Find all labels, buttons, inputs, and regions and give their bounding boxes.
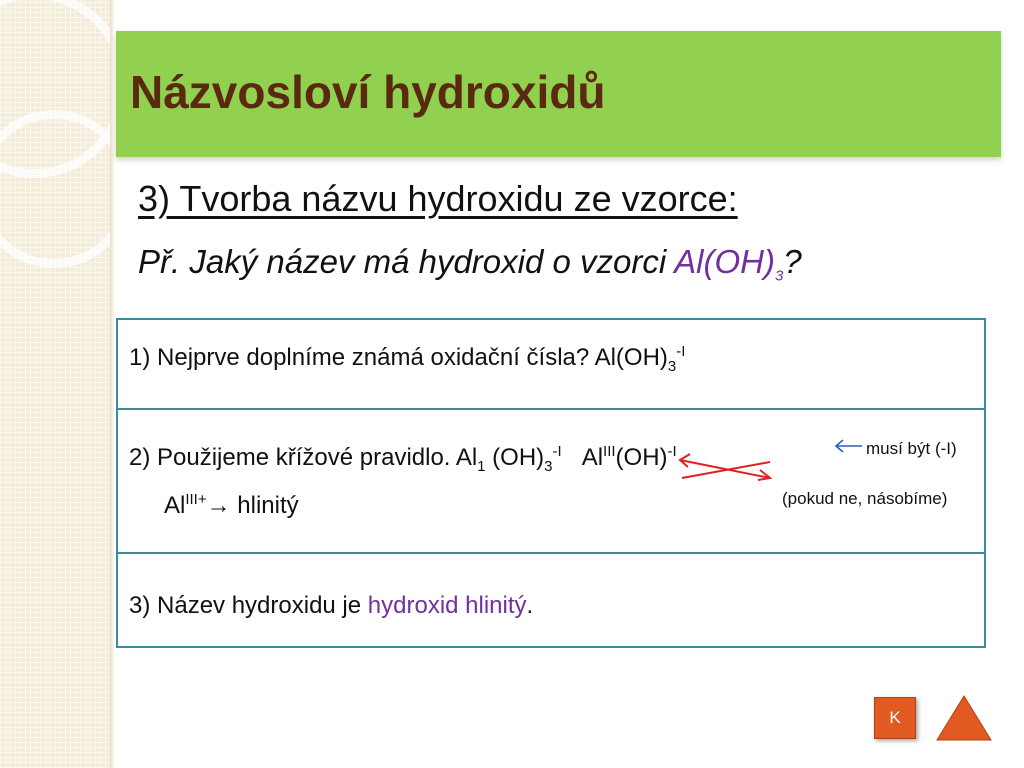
decorative-left-strip [0, 0, 112, 768]
strip-edge [110, 0, 114, 768]
next-slide-button[interactable] [935, 694, 993, 742]
note-otherwise-multiply: (pokud ne, násobíme) [782, 489, 948, 508]
cross-rule-arrows-icon [678, 440, 773, 482]
note-must-be: musí být (-I) [866, 439, 957, 458]
subheading: 3) Tvorba názvu hydroxidu ze vzorce: [138, 178, 738, 219]
example-question [138, 243, 802, 285]
question-prefix: Př. Jaký název má hydroxid o vzorci [138, 243, 675, 280]
step-2-text: 2) Použijeme křížové pravidlo. $Al_1$ $(OH)_3^{-I}$ $Al^{III}(OH)^{-I}$ [129, 443, 677, 475]
title-bar [116, 31, 1001, 157]
step-3-text: 3) Název hydroxidu je hydroxid hlinitý. [129, 592, 534, 619]
step-row-1 [118, 320, 984, 410]
step-row-3 [118, 554, 984, 648]
k-button[interactable]: K [874, 697, 916, 739]
slide-title: Názvosloví hydroxidů [130, 66, 606, 118]
question-formula: $Al(OH)_3$ [674, 243, 784, 285]
right-arrow-icon [935, 694, 961, 708]
decorative-ring [0, 110, 112, 268]
step-row-2 [118, 410, 984, 554]
question-suffix: ? [783, 243, 802, 280]
steps-table [116, 318, 986, 648]
answer-name: hydroxid hlinitý [367, 592, 527, 619]
left-arrow-icon [834, 438, 864, 454]
step-2-result: $Al^{III+}\to$ hlinitý [164, 491, 299, 519]
step-1-text: 1) Nejprve doplníme známá oxidační čísla? $Al(OH)_3^{-I}$ [129, 343, 686, 375]
